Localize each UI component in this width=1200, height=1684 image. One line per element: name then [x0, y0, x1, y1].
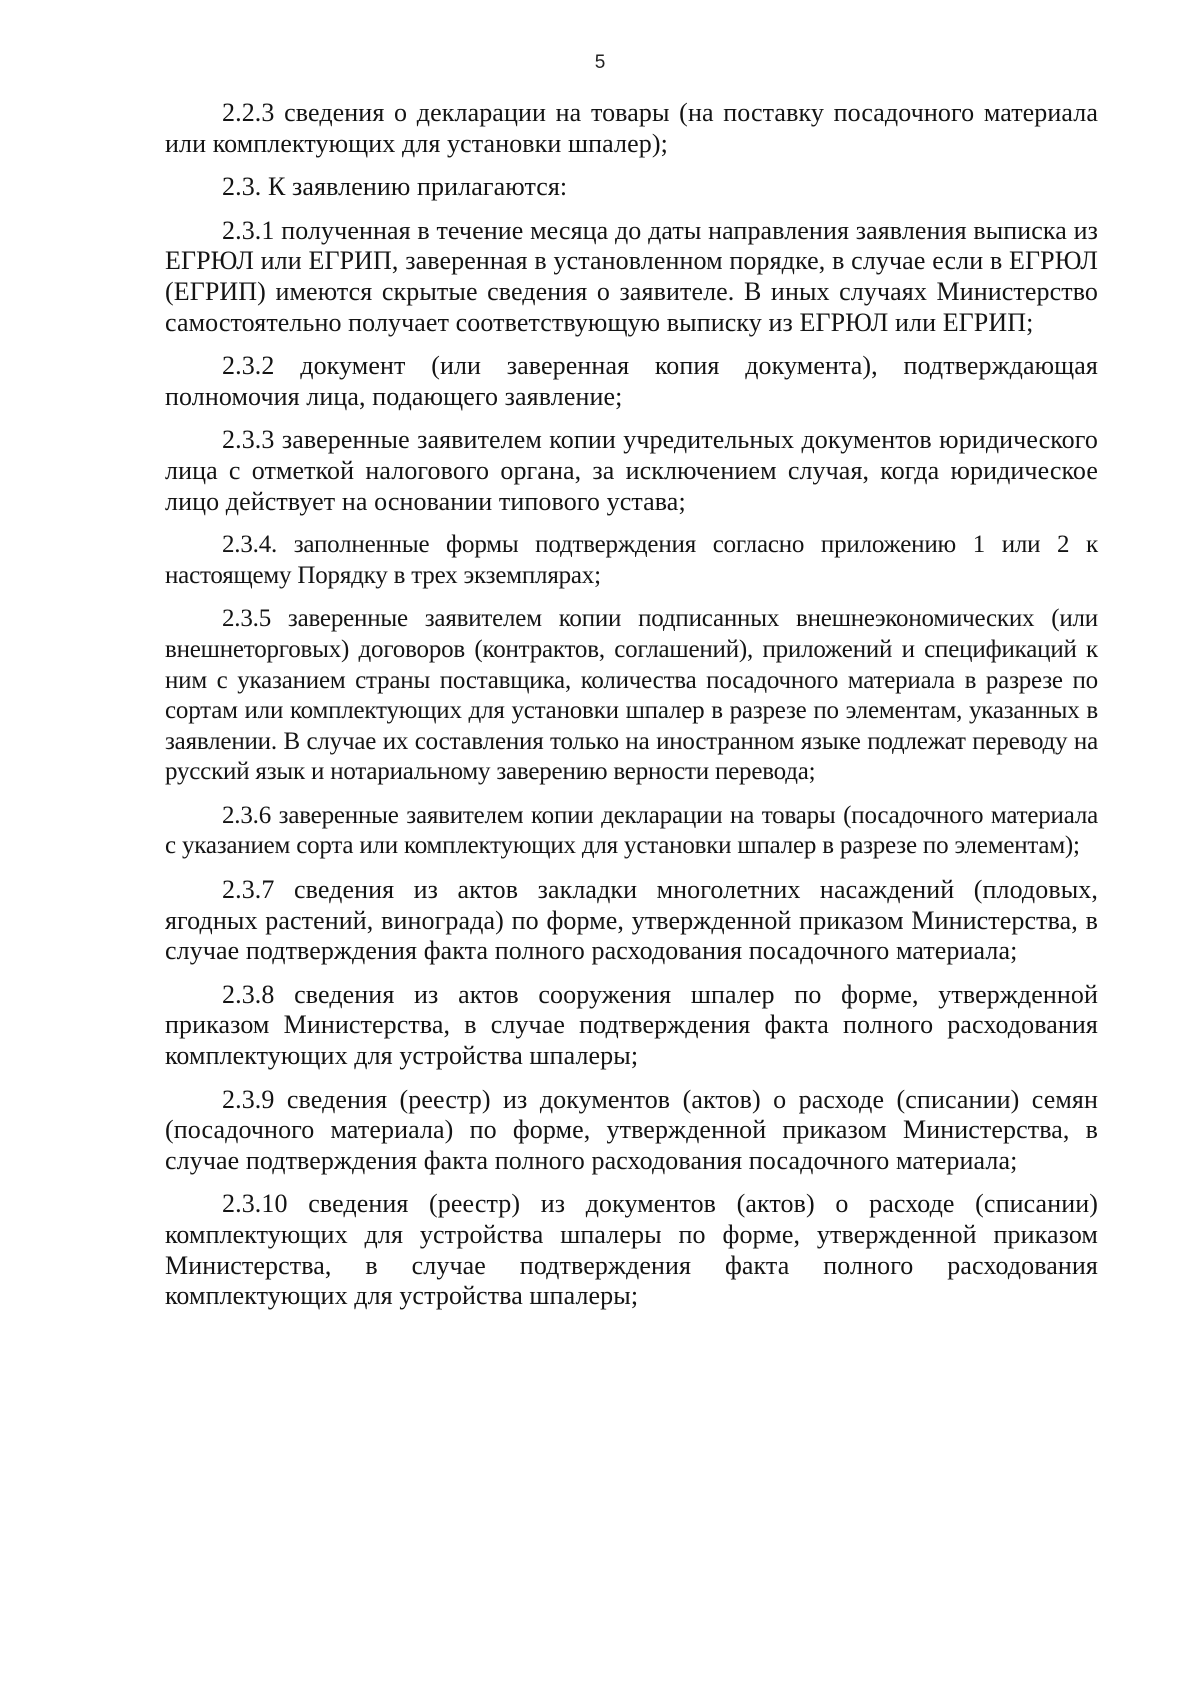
paragraph-2-2-3: 2.2.3 сведения о декларации на товары (на поставку посадочного материала или комплектующих для установки шпалер); [165, 98, 1098, 158]
paragraph-2-3-6: 2.3.6 заверенные заявителем копии декларации на товары (посадочного материала с указанием сорта или комплектующих для установки шпалер в разрезе по элементам); [165, 801, 1098, 860]
paragraph-2-3: 2.3. К заявлению прилагаются: [222, 172, 568, 202]
page-number: 5 [594, 52, 606, 73]
paragraph-2-3-4: 2.3.4. заполненные формы подтверждения согласно приложению 1 или 2 к настоящему Порядку в трех экземплярах; [165, 531, 1098, 589]
paragraph-2-3-7: 2.3.7 сведения из актов закладки многолетних насаждений (плодовых, ягодных растений, винограда) по форме, утвержденной приказом Министерства, в случае подтверждения факта полного расходования посадочного материала; [165, 875, 1098, 966]
paragraph-2-3-1: 2.3.1 полученная в течение месяца до даты направления заявления выписка из ЕГРЮЛ или ЕГРИП, заверенная в установленном порядке, в случае если в ЕГРЮЛ (ЕГРИП) имеются скрытые сведения о заявителе. В иных случаях Министерство самостоятельно получает соответствующую выписку из ЕГРЮЛ или ЕГРИП; [165, 215, 1098, 337]
paragraph-2-3-10: 2.3.10 сведения (реестр) из документов (актов) о расходе (списании) комплектующих для устройства шпалеры по форме, утвержденной приказом Министерства, в случае подтверждения факта полного расходования комплектующих для устройства шпалеры; [165, 1189, 1098, 1311]
paragraph-2-3-9: 2.3.9 сведения (реестр) из документов (актов) о расходе (списании) семян (посадочного материала) по форме, утвержденной приказом Министерства, в случае подтверждения факта полного расходования посадочного материала; [165, 1084, 1098, 1175]
paragraph-2-3-2: 2.3.2 документ (или заверенная копия документа), подтверждающая полномочия лица, подающего заявление; [165, 351, 1098, 411]
paragraph-2-3-3: 2.3.3 заверенные заявителем копии учредительных документов юридического лица с отметкой налогового органа, за исключением случая, когда юридическое лицо действует на основании типового устава; [165, 425, 1098, 516]
paragraph-2-3-8: 2.3.8 сведения из актов сооружения шпалер по форме, утвержденной приказом Министерства, в случае подтверждения факта полного расходования комплектующих для устройства шпалеры; [165, 979, 1098, 1071]
document-body [165, 98, 1098, 1325]
paragraph-2-3-5: 2.3.5 заверенные заявителем копии подписанных внешнеэкономических (или внешнеторговых) договоров (контрактов, соглашений), приложений и спецификаций к ним с указанием страны поставщика, количества посадочного материала в разрезе по сортам или комплектующих для установки шпалер в разрезе по элементам, указанных в заявлении. В случае их составления только на иностранном языке подлежат переводу на русский язык и нотариальному заверению верности перевода; [165, 605, 1098, 786]
